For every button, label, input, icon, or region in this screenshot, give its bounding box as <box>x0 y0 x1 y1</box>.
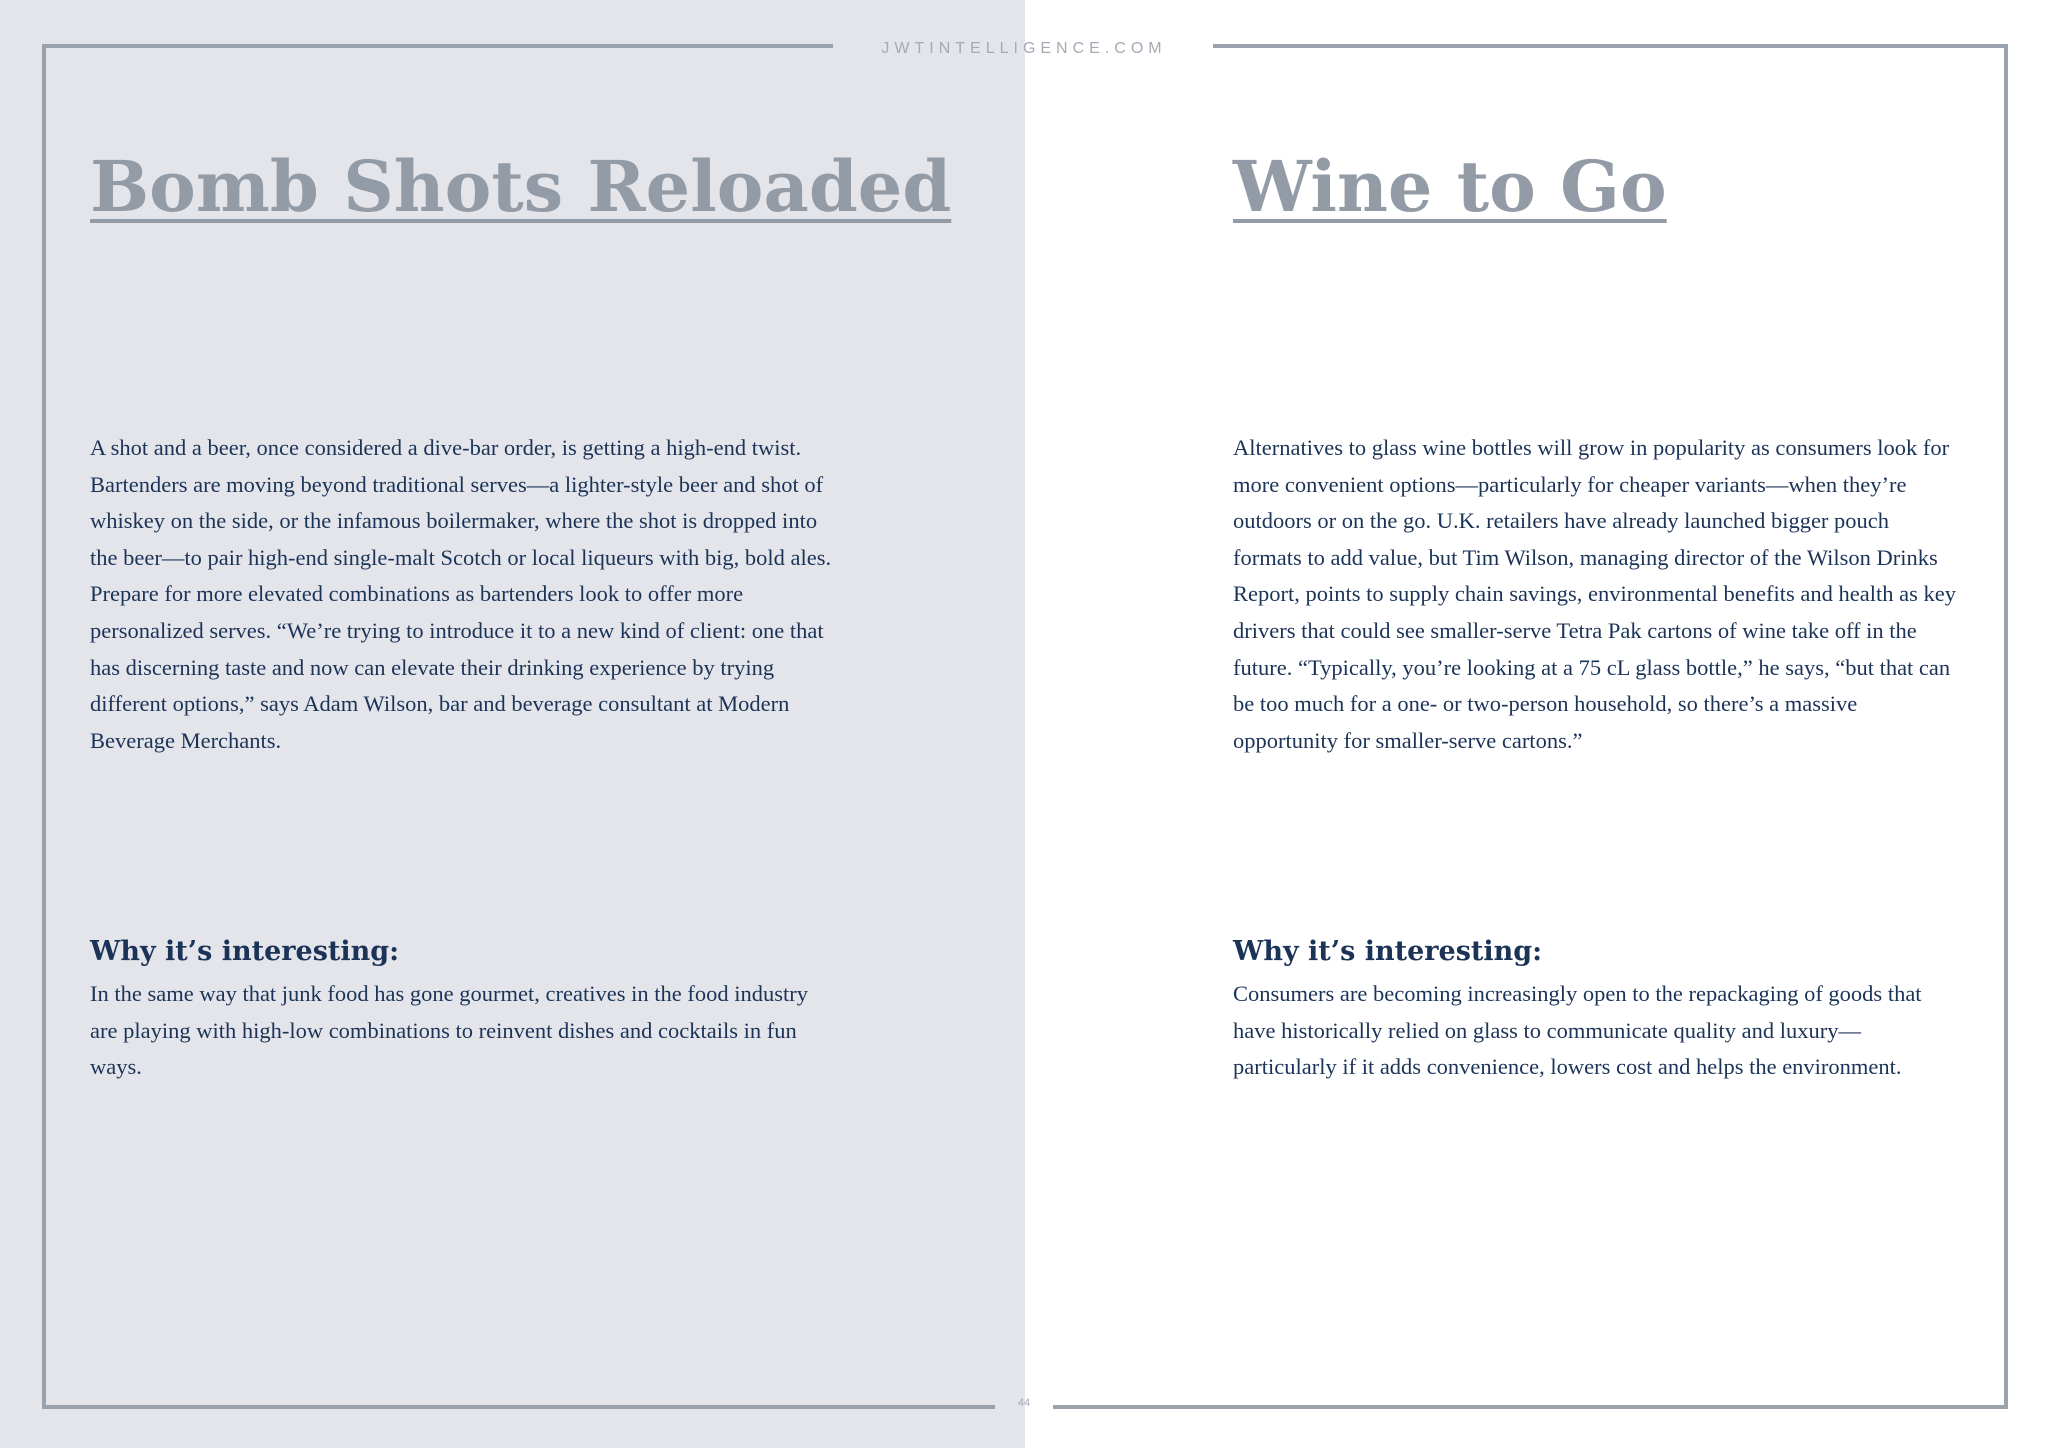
left-article <box>90 0 952 1448</box>
frame-left <box>42 44 46 1409</box>
page-number: 44 <box>1017 1397 1031 1409</box>
right-article <box>1233 0 1973 1448</box>
site-url: JWTINTELLIGENCE.COM <box>881 40 1167 57</box>
left-article-title: Bomb Shots Reloaded <box>90 145 952 228</box>
left-article-body: A shot and a beer, once considered a dive-bar order, is getting a high-end twist. Bartenders are moving beyond traditional serves—a lighter-style beer and shot of whiskey on the side, or the infamous boilermaker, where the shot is dropped into the beer—to pair high-end single-malt Scotch or local liqueurs with big, bold ales. Prepare for more elevated combinations as bartenders look to offer more personalized serves. “We’re trying to introduce it to a new kind of client: one that has discerning taste and now can elevate their drinking experience by trying different options,” says Adam Wilson, bar and beverage consultant at Modern Beverage Merchants. <box>90 435 832 753</box>
frame-right <box>2004 44 2008 1409</box>
right-article-title: Wine to Go <box>1233 145 1667 228</box>
left-why-heading: Why it’s interesting: <box>90 936 400 967</box>
right-why-text: Consumers are becoming increasingly open to the repackaging of goods that have historically relied on glass to communicate quality and luxury—particularly if it adds convenience, lowers cost and helps the environment. <box>1233 981 1922 1080</box>
right-why-heading: Why it’s interesting: <box>1233 936 1543 967</box>
right-article-body: Alternatives to glass wine bottles will grow in popularity as consumers look for more convenient options—particularly for cheaper variants—when they’re outdoors or on the go. U.K. retailers have already launched bigger pouch formats to add value, but Tim Wilson, managing director of the Wilson Drinks Report, points to supply chain savings, environmental benefits and health as key drivers that could see smaller-serve Tetra Pak cartons of wine take off in the future. “Typically, you’re looking at a 75 cL glass bottle,” he says, “but that can be too much for a one- or two-person household, so there’s a massive opportunity for smaller-serve cartons.” <box>1233 435 1956 753</box>
left-why-text: In the same way that junk food has gone gourmet, creatives in the food industry are playing with high-low combinations to reinvent dishes and cocktails in fun ways. <box>90 981 808 1080</box>
